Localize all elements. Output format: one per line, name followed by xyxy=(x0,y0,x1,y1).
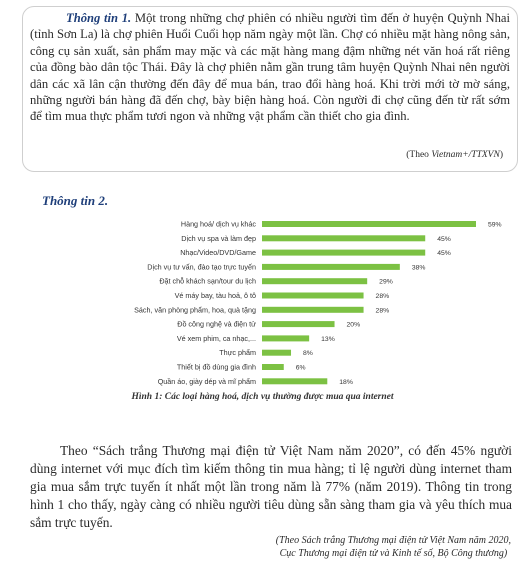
category-label: Thiết bị đồ dùng gia đình xyxy=(176,362,256,372)
value-label: 28% xyxy=(375,307,390,315)
bar xyxy=(262,350,291,356)
value-label: 45% xyxy=(437,250,451,258)
bar xyxy=(262,321,335,327)
value-label: 29% xyxy=(379,278,393,286)
value-label: 18% xyxy=(339,378,353,386)
bar xyxy=(262,264,400,270)
category-label: Dịch vụ spa và làm đẹp xyxy=(181,233,256,243)
bar xyxy=(262,364,284,370)
value-label: 6% xyxy=(295,364,306,372)
source2-line2: Cục Thương mại điện tử và Kinh tế số, Bộ Công thương) xyxy=(279,548,508,559)
info1-source-suffix: ) xyxy=(499,150,503,160)
info1-text: Một trong những chợ phiên có nhiều người tìm đến ở huyện Quỳnh Nhai (tỉnh Sơn La) là chợ phiên Huổi Cuổi họp năm ngày một lần. Chợ có nhiều mặt hàng nông sản, công cụ sản xuất, sản phẩm may mặc và các mặt hàng mang đậm những nét văn hoá rất riêng của đồng bào dân tộc Thái. Đây là chợ phiên nằm gần trung tâm huyện Quỳnh Nhai nên người dân các xã lân cận thường đến đây để mua bán, trao đổi hàng hoá. Khi trời mới tờ mờ sáng, những người bán hàng đã đến chợ, bày biện hàng hoá. Còn người đi chợ cũng đến từ rất sớm để tìm mua thực phẩm tươi ngon và những vật phẩm cần thiết cho gia đình. xyxy=(30,11,510,124)
category-label: Thực phẩm xyxy=(219,348,256,358)
bar xyxy=(262,378,327,384)
body-paragraph: Theo “Sách trắng Thương mại điện tử Việt Nam năm 2020”, có đến 45% người dùng internet với mục đích tìm kiếm thông tin mua hàng; tỉ lệ người dùng internet tham gia mua sắm trực tuyến ít nhất một lần trong năm là 77% (năm 2019). Thông tin trong hình 1 cho thấy, ngày càng có nhiều người tiêu dùng sẵn sàng tham gia và yêu thích mua sắm trực tuyến. xyxy=(30,443,512,530)
source2 xyxy=(276,534,511,560)
info1-source-prefix: (Theo xyxy=(406,150,432,160)
value-label: 59% xyxy=(488,221,502,229)
bar xyxy=(262,278,367,284)
category-label: Dịch vụ tư vấn, đào tạo trực tuyến xyxy=(147,262,256,272)
category-label: Hàng hoá/ dịch vụ khác xyxy=(180,219,256,229)
source2-line1: (Theo Sách trắng Thương mại điện tử Việt Nam năm 2020, xyxy=(275,535,511,546)
bar xyxy=(262,221,476,227)
category-label: Quần áo, giày dép và mĩ phẩm xyxy=(157,376,256,386)
value-label: 45% xyxy=(437,235,451,243)
info1-source xyxy=(406,150,503,160)
bar-chart xyxy=(0,214,525,392)
bar xyxy=(262,307,364,313)
bar xyxy=(262,293,364,299)
info1-paragraph xyxy=(30,10,510,125)
value-label: 8% xyxy=(303,350,313,358)
bar xyxy=(262,235,425,241)
info2-label: Thông tin 2. xyxy=(42,193,109,208)
figure-caption: Hình 1: Các loại hàng hoá, dịch vụ thường được mua qua internet xyxy=(131,392,394,402)
value-label: 28% xyxy=(375,293,390,300)
value-label: 13% xyxy=(321,335,335,343)
category-label: Đồ công nghệ và điện tử xyxy=(177,319,256,329)
category-label: Đặt chỗ khách sạn/tour du lịch xyxy=(159,276,256,286)
info1-source-name: Vietnam+/TTXVN xyxy=(431,150,500,160)
value-label: 38% xyxy=(411,264,426,272)
category-label: Nhạc/Video/DVD/Game xyxy=(180,248,256,258)
bar xyxy=(262,335,309,341)
category-label: Sách, văn phòng phẩm, hoa, quà tặng xyxy=(134,305,256,315)
value-label: 20% xyxy=(346,321,361,329)
category-label: Vé máy bay, tàu hoả, ô tô xyxy=(174,291,256,300)
bar xyxy=(262,250,425,256)
category-label: Vé xem phim, ca nhạc,... xyxy=(176,333,256,343)
info1-label: Thông tin 1. xyxy=(66,11,132,25)
